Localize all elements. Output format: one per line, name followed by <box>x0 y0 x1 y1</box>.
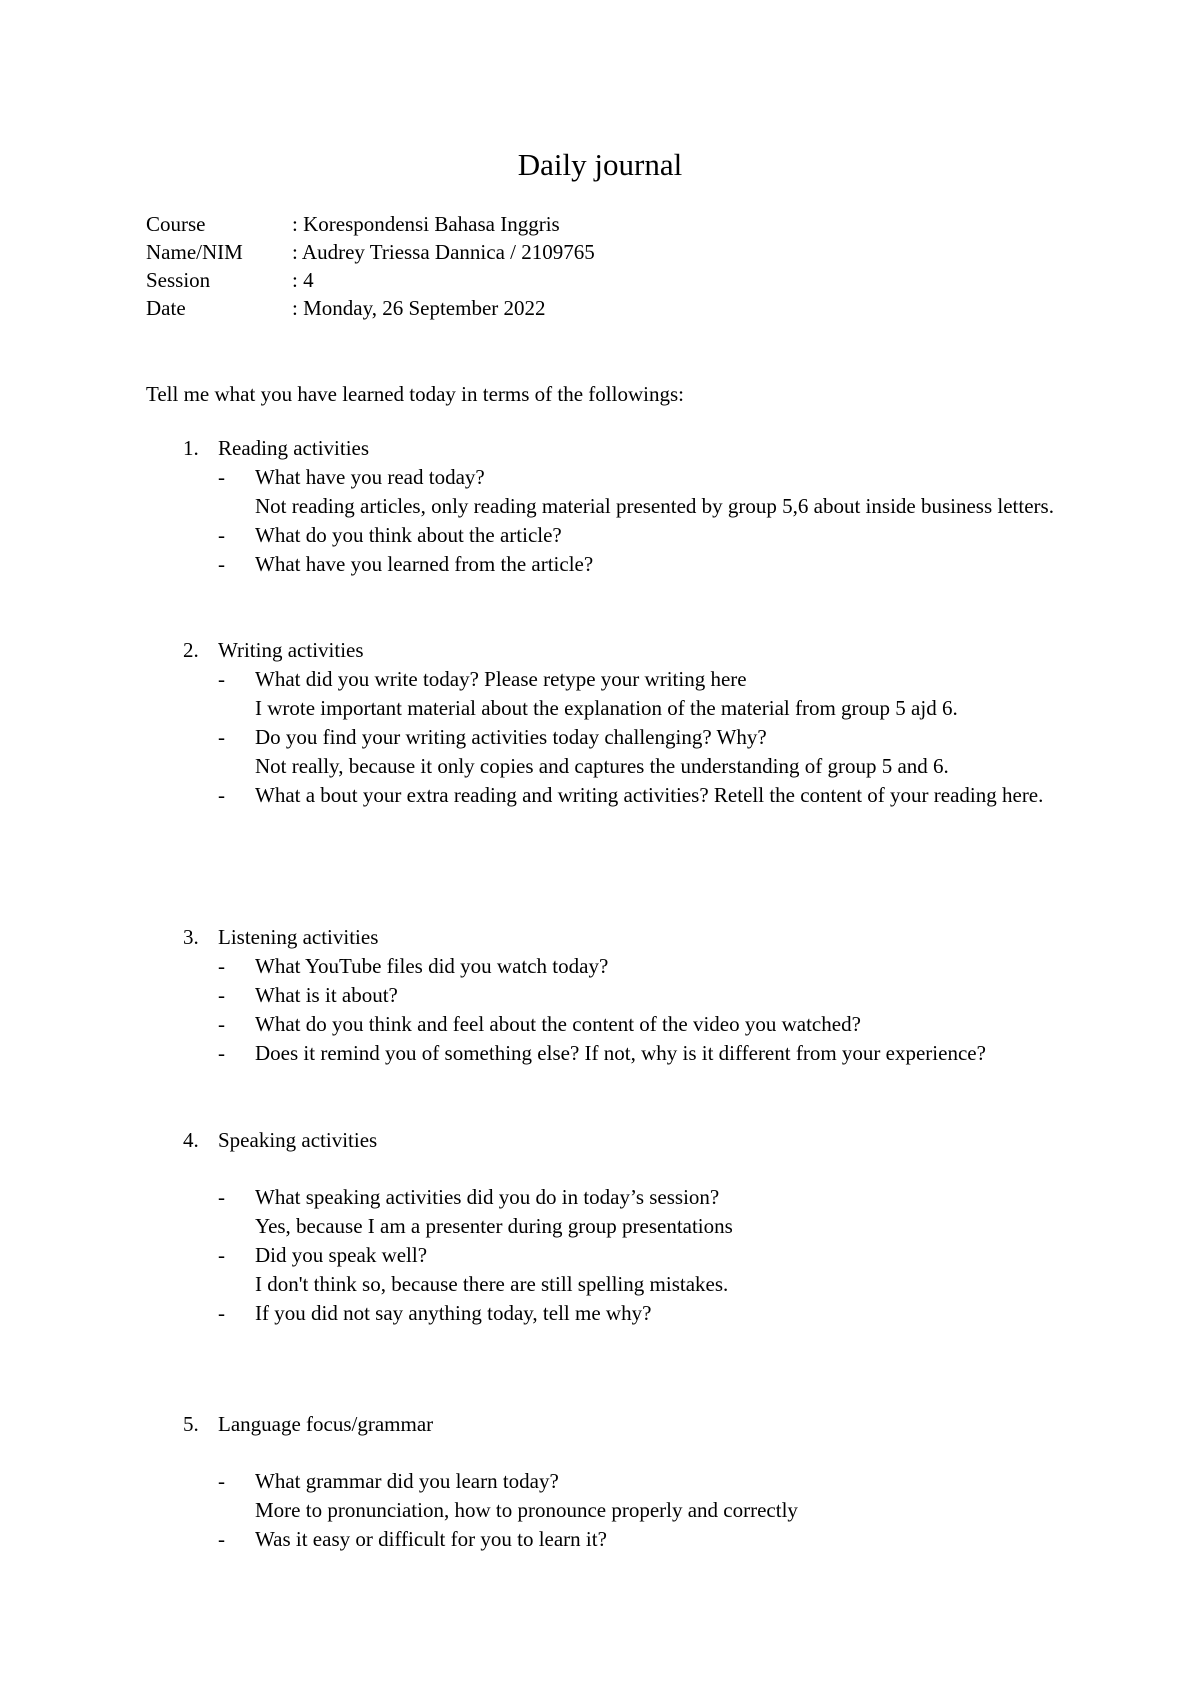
section-speaking <box>0 1126 1200 1328</box>
question-text: What grammar did you learn today? <box>255 1469 559 1493</box>
meta-block <box>146 210 595 322</box>
bullet-dash: - <box>218 1527 225 1551</box>
answer-text: Yes, because I am a presenter during group presentations <box>255 1214 733 1238</box>
question-text: What YouTube files did you watch today? <box>255 954 609 978</box>
question-text: What have you learned from the article? <box>255 552 594 576</box>
list-item <box>0 723 1200 781</box>
list-item <box>0 521 1200 550</box>
question-text: Do you find your writing activities today challenging? Why? <box>255 725 767 749</box>
question-text: What do you think about the article? <box>255 523 562 547</box>
list-item <box>0 550 1200 579</box>
bullet-dash: - <box>218 954 225 978</box>
question-text: Does it remind you of something else? If not, why is it different from your experience? <box>255 1041 986 1065</box>
section-title: Listening activities <box>218 925 379 949</box>
bullet-dash: - <box>218 667 225 691</box>
meta-row-session <box>146 266 595 294</box>
meta-value: : Audrey Triessa Dannica / 2109765 <box>292 240 595 264</box>
section-number: 2. <box>183 638 199 662</box>
list-item <box>0 1039 1200 1068</box>
list-item <box>0 981 1200 1010</box>
section-listening <box>0 923 1200 1068</box>
spacer <box>0 1155 1200 1183</box>
bullet-dash: - <box>218 523 225 547</box>
answer-text: I wrote important material about the explanation of the material from group 5 ajd 6. <box>255 696 958 720</box>
list-item <box>0 463 1200 521</box>
bullet-dash: - <box>218 725 225 749</box>
section-title: Reading activities <box>218 436 370 460</box>
meta-value: : 4 <box>292 268 314 292</box>
meta-row-name <box>146 238 595 266</box>
meta-value: : Korespondensi Bahasa Inggris <box>292 212 560 236</box>
meta-row-course <box>146 210 595 238</box>
section-grammar <box>0 1410 1200 1554</box>
list-item <box>0 1299 1200 1328</box>
answer-text: More to pronunciation, how to pronounce properly and correctly <box>255 1498 798 1522</box>
section-title: Writing activities <box>218 638 364 662</box>
bullet-dash: - <box>218 465 225 489</box>
list-item <box>0 1467 1200 1525</box>
section-number: 5. <box>183 1412 199 1436</box>
section-heading <box>0 1126 1200 1155</box>
section-writing <box>0 636 1200 810</box>
meta-label: Session <box>146 268 211 292</box>
question-text: Did you speak well? <box>255 1243 428 1267</box>
section-heading <box>0 1410 1200 1439</box>
section-heading <box>0 923 1200 952</box>
section-title: Language focus/grammar <box>218 1412 434 1436</box>
question-text: What a bout your extra reading and writing activities? Retell the content of your reading here. <box>255 783 1044 807</box>
question-text: What do you think and feel about the content of the video you watched? <box>255 1012 861 1036</box>
list-item <box>0 1525 1200 1554</box>
section-number: 3. <box>183 925 199 949</box>
bullet-dash: - <box>218 552 225 576</box>
section-reading <box>0 434 1200 579</box>
question-text: If you did not say anything today, tell me why? <box>255 1301 652 1325</box>
section-number: 1. <box>183 436 199 460</box>
answer-text: Not reading articles, only reading material presented by group 5,6 about inside business letters. <box>255 494 1054 518</box>
section-title: Speaking activities <box>218 1128 378 1152</box>
document-title: Daily journal <box>517 147 683 182</box>
question-text: What have you read today? <box>255 465 485 489</box>
bullet-dash: - <box>218 1301 225 1325</box>
list-item <box>0 781 1200 810</box>
bullet-dash: - <box>218 1243 225 1267</box>
bullet-dash: - <box>218 1469 225 1493</box>
section-heading <box>0 636 1200 665</box>
bullet-dash: - <box>218 1012 225 1036</box>
meta-value: : Monday, 26 September 2022 <box>292 296 546 320</box>
answer-text: I don't think so, because there are still spelling mistakes. <box>255 1272 729 1296</box>
question-text: Was it easy or difficult for you to learn it? <box>255 1527 607 1551</box>
bullet-dash: - <box>218 783 225 807</box>
bullet-dash: - <box>218 1041 225 1065</box>
list-item <box>0 1183 1200 1241</box>
list-item <box>0 1010 1200 1039</box>
list-item <box>0 1241 1200 1299</box>
answer-text: Not really, because it only copies and captures the understanding of group 5 and 6. <box>255 754 949 778</box>
question-text: What is it about? <box>255 983 398 1007</box>
question-text: What did you write today? Please retype your writing here <box>255 667 747 691</box>
bullet-dash: - <box>218 983 225 1007</box>
list-item <box>0 952 1200 981</box>
meta-label: Date <box>146 296 186 320</box>
spacer <box>0 1439 1200 1467</box>
meta-label: Name/NIM <box>146 240 243 264</box>
section-heading <box>0 434 1200 463</box>
list-item <box>0 665 1200 723</box>
section-number: 4. <box>183 1128 199 1152</box>
question-text: What speaking activities did you do in today’s session? <box>255 1185 720 1209</box>
instruction-prompt: Tell me what you have learned today in terms of the followings: <box>146 382 684 406</box>
meta-row-date <box>146 294 595 322</box>
meta-label: Course <box>146 212 206 236</box>
bullet-dash: - <box>218 1185 225 1209</box>
